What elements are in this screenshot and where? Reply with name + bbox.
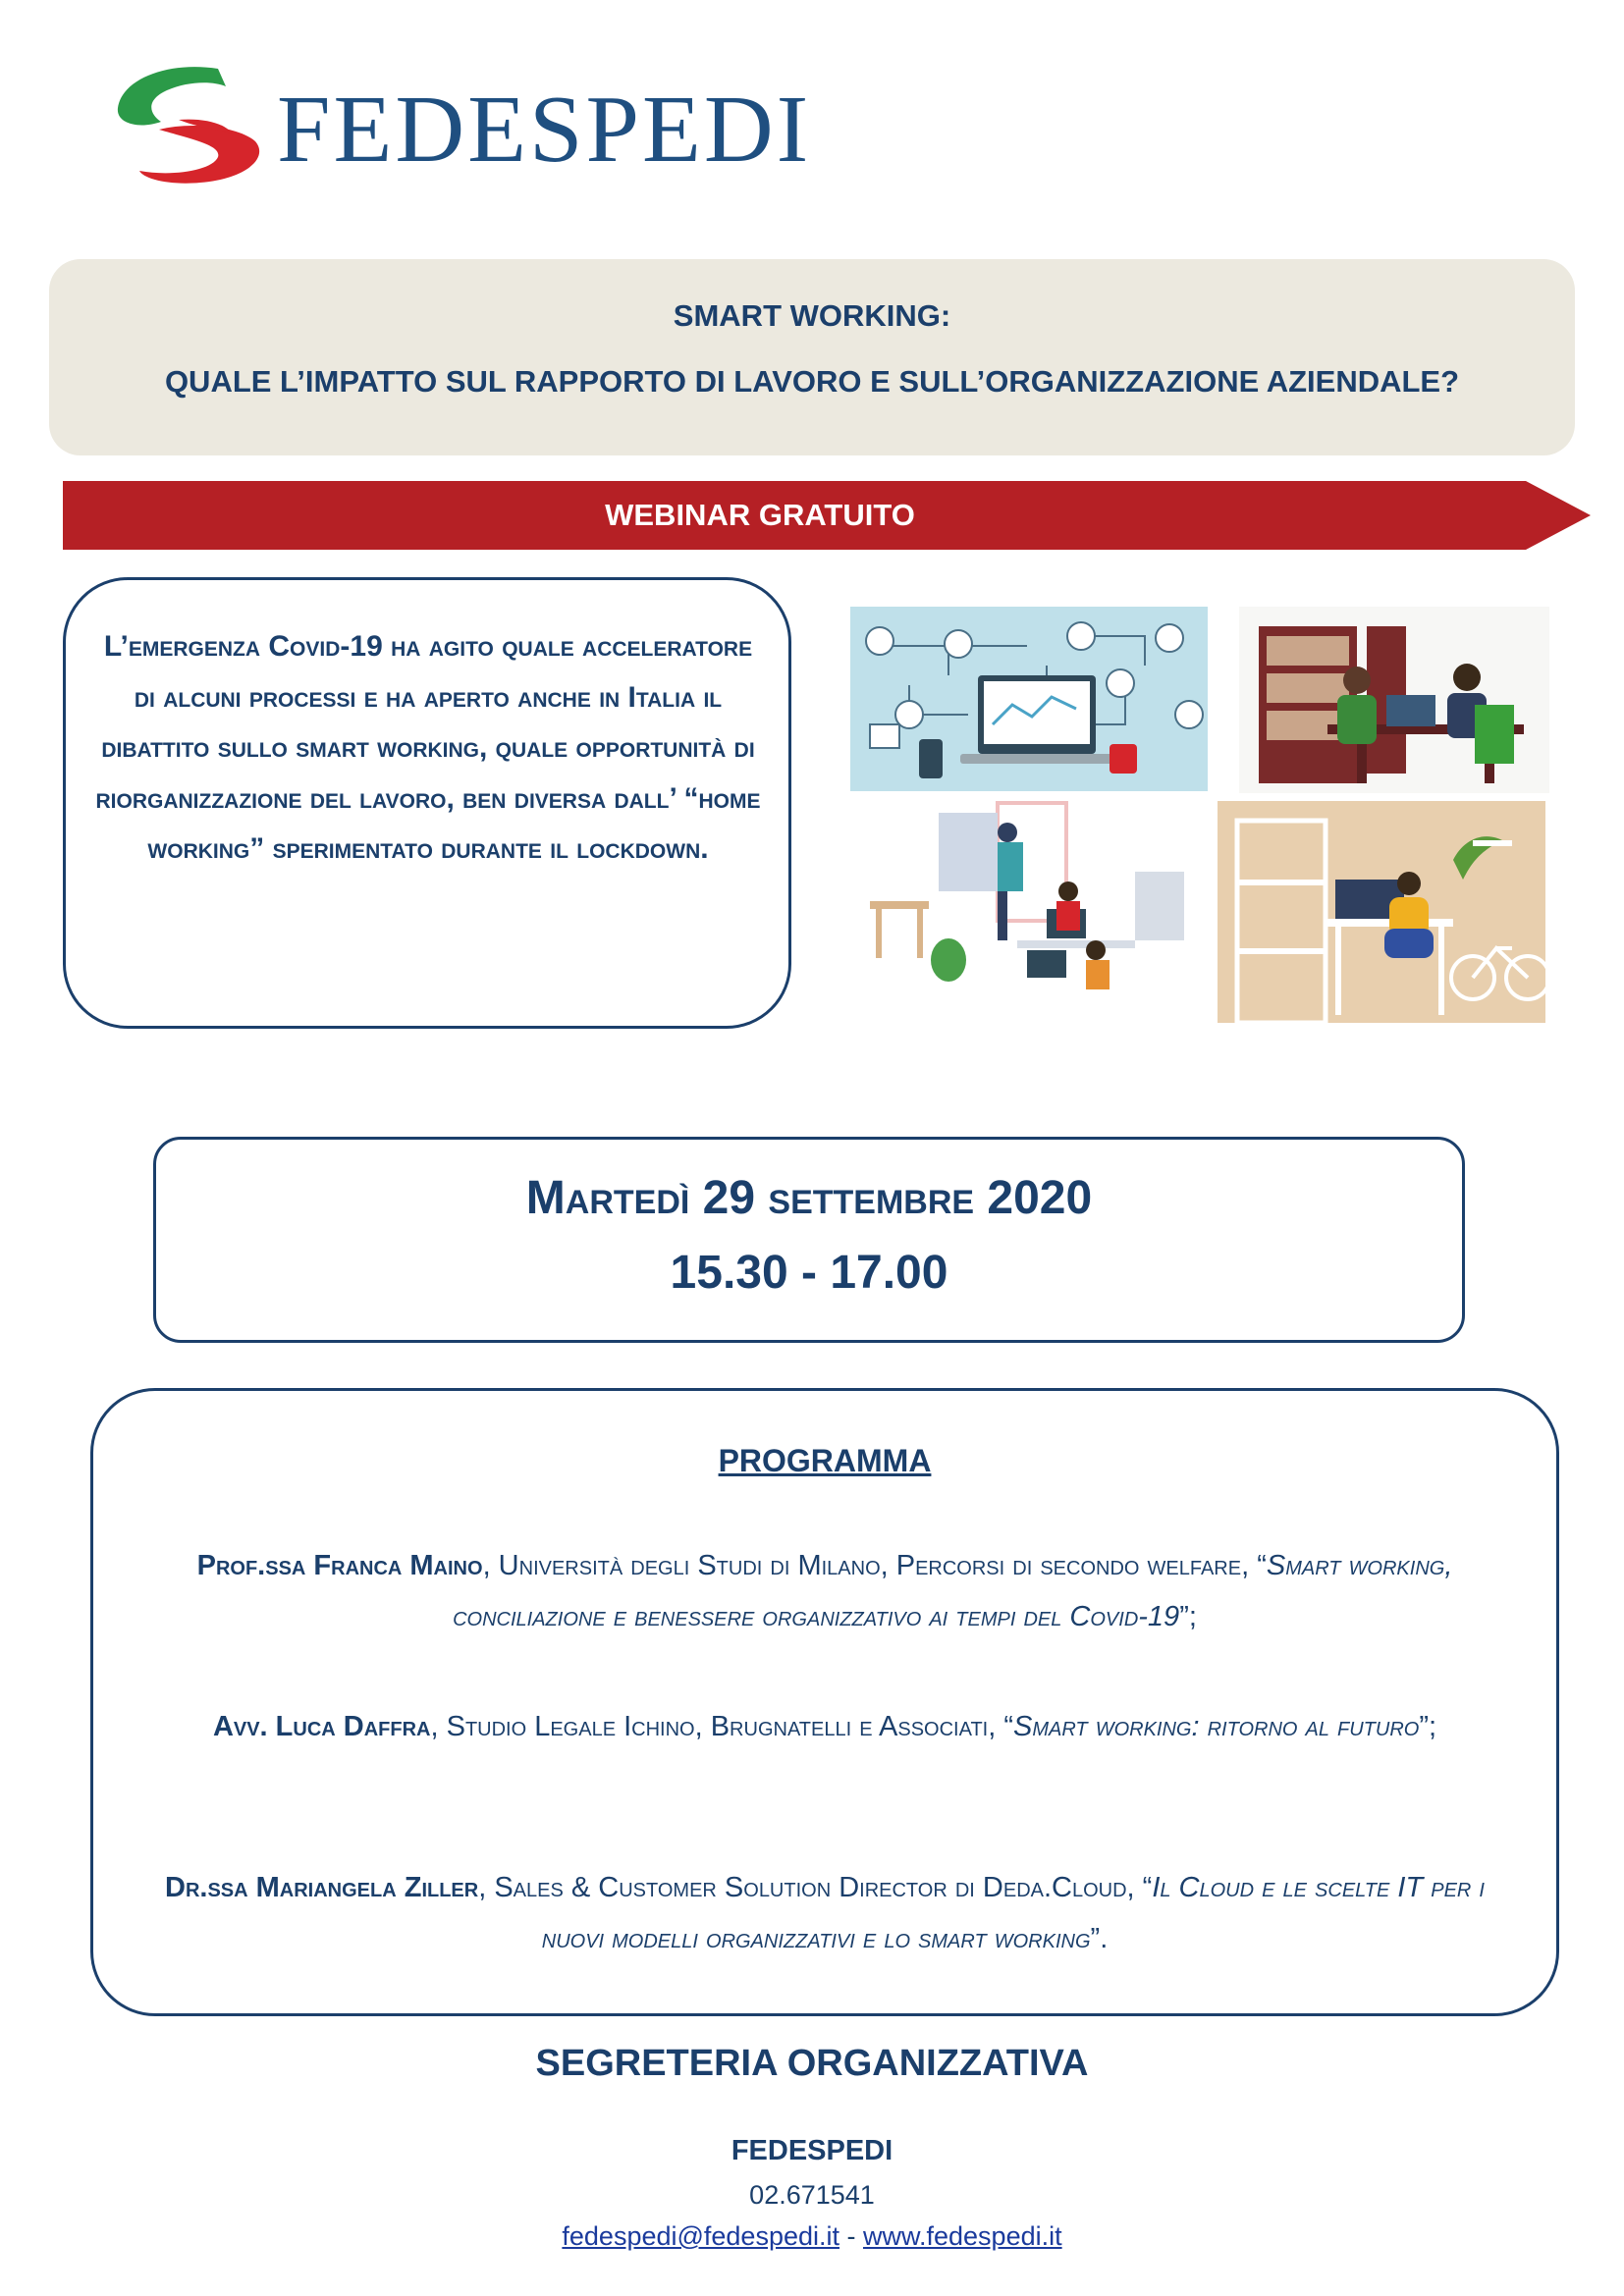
intro-text: L’emergenza Covid-19 ha agito quale acceleratore di alcuni processi e ha aperto anche in Italia il dibattito sullo smart working, quale opportunità di riorganizzazione del lavoro, ben diversa dall’ “home working” sperimentato durante il lockdown. [95,630,761,865]
speaker-name: Prof.ssa Franca Maino [196,1550,483,1581]
speaker-item [142,1540,1507,1642]
speaker-item [142,1862,1507,1964]
event-date: Martedì 29 settembre 2020 [525,1172,1093,1224]
contact-links [0,2221,1624,2252]
event-title: SMART WORKING: [673,298,951,333]
talk-title: Smart working, conciliazione e benessere organizzativo ai tempi del Covid-19 [453,1550,1453,1632]
email-link[interactable]: fedespedi@fedespedi.it [562,2221,839,2251]
speaker-affiliation: , Studio Legale Ichino, Brugnatelli e Associati, “ [430,1711,1013,1742]
speaker-name: Dr.ssa Mariangela Ziller [165,1872,479,1903]
title-box [49,259,1575,455]
speaker-name: Avv. Luca Daffra [212,1711,431,1742]
speaker-affiliation: , Sales & Customer Solution Director di Deda.Cloud, “ [478,1872,1153,1903]
logo-mark-icon [110,61,277,188]
talk-title: Smart working: ritorno al futuro [1013,1711,1420,1742]
speaker-end: ”; [1179,1601,1197,1632]
speaker-end: ”. [1090,1923,1109,1954]
phone-number: 02.671541 [749,2180,875,2210]
webinar-banner [63,481,1591,550]
speaker-end: ”; [1419,1711,1437,1742]
office-illustration [1239,607,1549,793]
secretariat-title: SEGRETERIA ORGANIZZATIVA [535,2043,1089,2084]
logo-wordmark: FEDESPEDI [277,77,812,183]
program-title: PROGRAMMA [718,1443,932,1478]
coworking-illustration [850,793,1208,1025]
contact-separator: - [839,2221,863,2251]
home-desk-illustration [1218,801,1545,1023]
program-box [90,1388,1559,2016]
event-subtitle: QUALE L’IMPATTO SUL RAPPORTO DI LAVORO E SULL’ORGANIZZAZIONE AZIENDALE? [164,364,1460,399]
intro-box [63,577,791,1029]
event-date-box [153,1137,1465,1343]
fedespedi-logo [110,61,812,188]
banner-label: WEBINAR GRATUITO [605,498,915,532]
website-link[interactable]: www.fedespedi.it [863,2221,1062,2251]
event-time: 15.30 - 17.00 [670,1247,948,1299]
organization-name: FEDESPEDI [731,2135,893,2166]
talk-title: Il Cloud e le scelte IT per i nuovi modelli organizzativi e lo smart working [541,1872,1485,1954]
speaker-affiliation: , Università degli Studi di Milano, Percorsi di secondo welfare, “ [482,1550,1267,1581]
network-illustration [850,607,1208,791]
speaker-item [142,1701,1507,1752]
